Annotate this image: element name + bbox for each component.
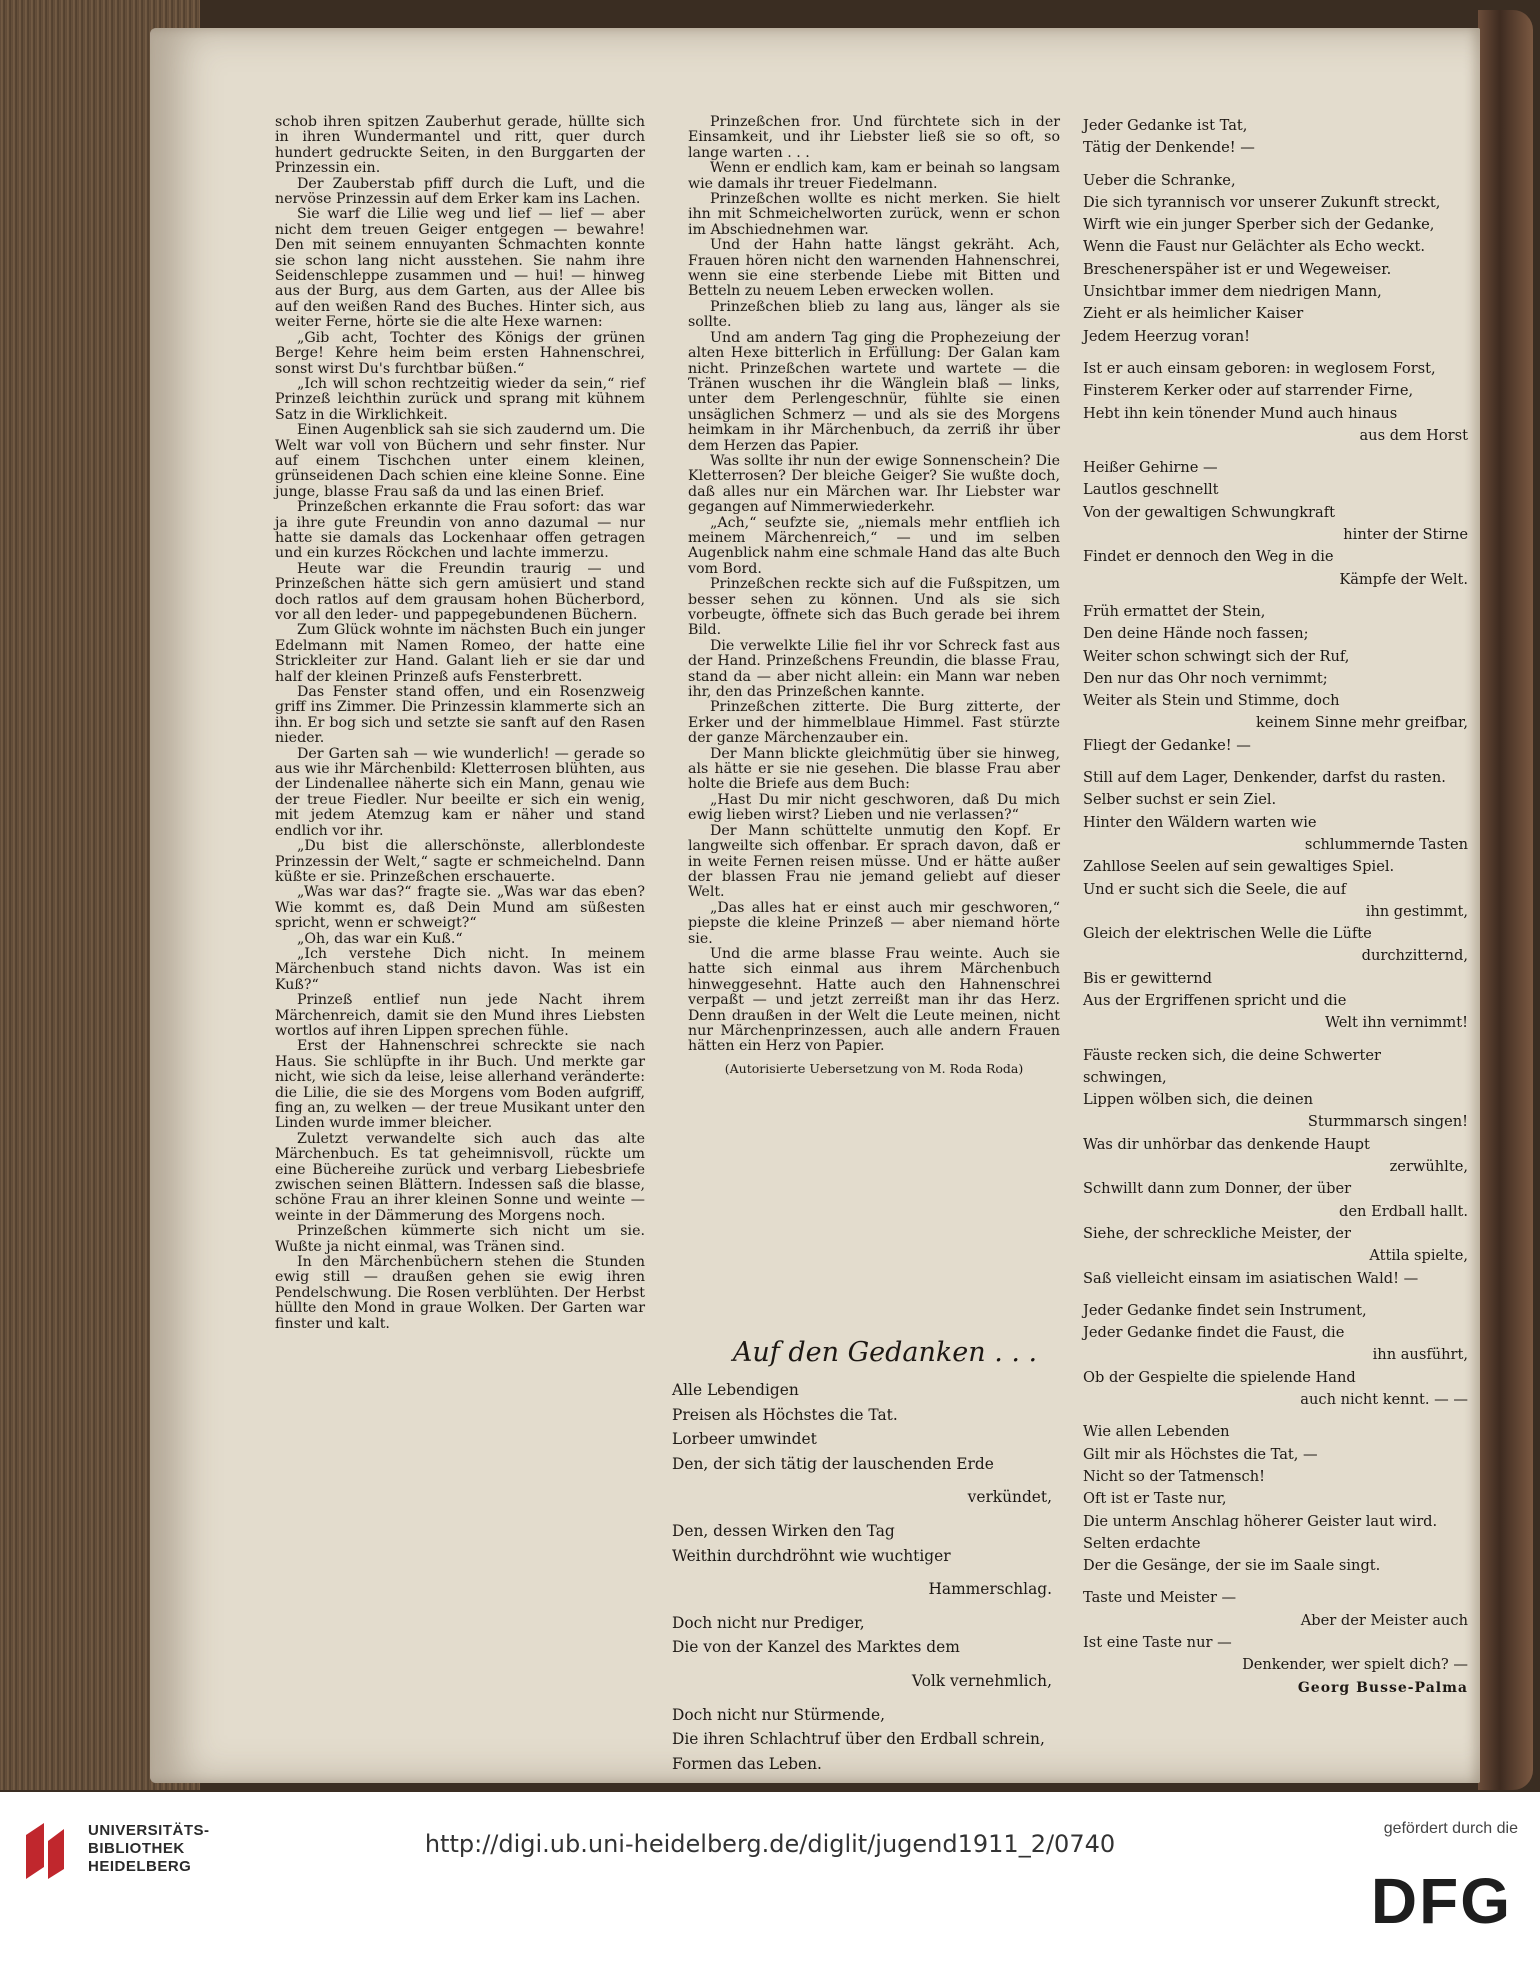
- paragraph: „Ich will schon rechtzeitig wieder da sein,“ rief Prinzeß leichthin zurück und sprang mit kühnem Satz in die Wirklichkeit.: [275, 375, 645, 423]
- stanza: Fliegt der Gedanke! —: [1083, 736, 1251, 754]
- paragraph: Das Fenster stand offen, und ein Rosenzweig griff ins Zimmer. Die Prinzessin klammerte sich an ihn. Er bog sich und setzte sie sanft auf den Rasen nieder.: [275, 684, 645, 747]
- poem-line-right: verkündet,: [967, 1488, 1052, 1507]
- poem-author: Georg Busse-Palma: [1297, 1679, 1468, 1696]
- poem-lines: Doch nicht nur Stürmende, Die ihren Schlachtruf über den Erdball schrein, Formen das Leben.: [672, 1705, 1045, 1773]
- poem-stanzas-left: [672, 1378, 1052, 1785]
- poem-lines: Alle Lebendigen Preisen als Höchstes die Tat. Lorbeer umwindet Den, der sich tätig der lauschenden Erde: [672, 1381, 994, 1473]
- paragraph: Prinzeßchen reckte sich auf die Fußspitzen, um besser sehen zu können. Und als sie sich vorbeugte, öffnete sich das Buch gerade bei ihrem Bild.: [688, 576, 1060, 639]
- paragraph: Der Garten sah — wie wunderlich! — gerade so aus wie ihr Märchenbild: Kletterrosen blühten, aus der Lindenallee näherte sich ein Mann, genau wie der treue Fiedler. Nur beeilte er sich ein wenig, mit jedem Atemzug kam er näher und stand endlich vor ihr.: [275, 745, 645, 839]
- paragraph: „Was war das?“ fragte sie. „Was war das eben? Wie kommt es, daß Dein Mund am süßesten spricht, wenn er schweigt?“: [275, 884, 645, 932]
- stanza: Ist er auch einsam geboren: in weglosem Forst, Finsterem Kerker oder auf starrender Firne, Hebt ihn kein tönender Mund auch hinaus: [1083, 359, 1436, 422]
- translation-note: (Autorisierte Uebersetzung von M. Roda Roda): [724, 1060, 1024, 1076]
- stanza: Findet er dennoch den Weg in die: [1083, 548, 1334, 566]
- stanza: Bis er gewitternd Aus der Ergriffenen spricht und die: [1083, 969, 1347, 1009]
- text-column-2: [688, 115, 1060, 1076]
- stanza: Früh ermattet der Stein, Den deine Hände noch fassen; Weiter schon schwingt sich der Ruf, Den nur das Ohr noch vernimmt; Weiter als Stein und Stimme, doch: [1083, 602, 1350, 710]
- stanza-line-right: Aber der Meister auch: [1300, 1611, 1468, 1629]
- stanza-line-right: Denkender, wer spielt dich? —: [1242, 1656, 1468, 1674]
- paragraph: Die verwelkte Lilie fiel ihr vor Schreck fast aus der Hand. Prinzeßchens Freundin, die blasse Frau, stand da — aber nicht allein: ein Mann war neben ihr, den das Prinzeßchen kannte.: [688, 637, 1060, 701]
- text-column-1: [275, 115, 645, 1332]
- digitization-footer: [0, 1792, 1540, 1961]
- stanza: Jeder Gedanke findet sein Instrument, Jeder Gedanke findet die Faust, die: [1083, 1301, 1367, 1342]
- poem-line-right: Hammerschlag.: [928, 1580, 1052, 1599]
- paragraph: Der Mann blickte gleichmütig über sie hinweg, als hätte er sie nie gesehen. Die blasse Frau aber holte die Briefe aus dem Buch:: [688, 745, 1060, 793]
- stanza: Wie allen Lebenden Gilt mir als Höchstes die Tat, — Nicht so der Tatmensch! Oft ist er Taste nur, Die unterm Anschlag höherer Geister laut wird. Selten erdachte Der die Gesänge, der sie im Saale singt.: [1083, 1423, 1438, 1575]
- stanza: Zahllose Seelen auf sein gewaltiges Spiel. Und er sucht sich die Seele, die auf: [1083, 858, 1395, 898]
- stanza: Was dir unhörbar das denkende Haupt: [1083, 1135, 1370, 1153]
- poem-column-right: [1083, 115, 1468, 1709]
- paragraph: Prinzeßchen erkannte die Frau sofort: das war ja ihre gute Freundin von anno dazumal — nur hatte sie damals das Lockenhaar offen getragen und ein kurzes Röckchen und lachte immerzu.: [275, 499, 645, 562]
- stanza-line-right: auch nicht kennt. — —: [1300, 1391, 1468, 1409]
- book-cover-edge: [1478, 10, 1533, 1790]
- stanza: Siehe, der schreckliche Meister, der: [1083, 1224, 1351, 1242]
- paragraph: Prinzeßchen blieb zu lang aus, länger als sie sollte.: [688, 298, 1060, 331]
- paragraph: „Gib acht, Tochter des Königs der grünen Berge! Kehre heim beim ersten Hahnenschrei, sonst wirst Du's furchtbar büßen.“: [275, 329, 645, 377]
- stanza-line-right: ihn gestimmt,: [1365, 902, 1468, 920]
- paragraph: Was sollte ihr nun der ewige Sonnenschein? Die Kletterrosen? Der bleiche Geiger? Sie wußte doch, daß alles nur ein Märchen war. Ihr Liebster war gegangen auf Nimmerwiederkehr.: [688, 452, 1060, 516]
- stanza-line-right: hinter der Stirne: [1343, 526, 1468, 544]
- paragraph: Und am andern Tag ging die Prophezeiung der alten Hexe bitterlich in Erfüllung: Der Galan kam nicht. Prinzeßchen wartete und wartete — die Tränen wuschen ihr die Wänglein blaß — links, unter dem Perlengeschnür, fühlte sie einen unsäglichen Schmerz — und als sie des Morgens heimkam in ihr Märchenbuch, da zerriß ihr über dem Herzen das Papier.: [688, 329, 1060, 454]
- paragraph: „Du bist die allerschönste, allerblondeste Prinzessin der Welt,“ sagte er schmeichelnd. Dann küßte er sie. Prinzeßchen erschauerte.: [275, 838, 645, 885]
- stanza: Ob der Gespielte die spielende Hand: [1083, 1368, 1356, 1386]
- stanza-line-right: den Erdball hallt.: [1339, 1202, 1468, 1220]
- paragraph: „Hast Du mir nicht geschworen, daß Du mich ewig lieben wirst? Lieben und nie verlassen?“: [688, 791, 1060, 824]
- funding-caption: gefördert durch die: [1383, 1820, 1518, 1837]
- stanza-line-right: ihn ausführt,: [1372, 1346, 1468, 1364]
- paragraph: schob ihren spitzen Zauberhut gerade, hüllte sich in ihren Wundermantel und ritt, quer durch hundert gedruckte Seiten, in den Burggarten der Prinzessin ein.: [275, 114, 645, 177]
- paragraph: „Ich verstehe Dich nicht. In meinem Märchenbuch stand nichts davon. Was ist ein Kuß?“: [275, 945, 645, 993]
- paragraph: Wenn er endlich kam, kam er beinah so langsam wie damals ihr treuer Fiedelmann.: [688, 160, 1060, 192]
- stanza: Fäuste recken sich, die deine Schwerter schwingen, Lippen wölben sich, die deinen: [1083, 1046, 1381, 1109]
- paragraph: Zum Glück wohnte im nächsten Buch ein junger Edelmann mit Namen Romeo, der hatte eine Strickleiter zur Hand. Galant lieh er sie dar und half der kleinen Prinzeß aufs Fensterbrett.: [275, 622, 645, 685]
- paragraph: Prinzeßchen kümmerte sich nicht um sie. Wußte ja nicht einmal, was Tränen sind.: [275, 1223, 645, 1255]
- stanza: Jeder Gedanke ist Tat, Tätig der Denkende! —: [1083, 117, 1255, 157]
- stanza-line-right: Kämpfe der Welt.: [1339, 570, 1468, 588]
- stanza-line-right: zerwühlte,: [1389, 1158, 1468, 1176]
- stanza: Ueber die Schranke, Die sich tyrannisch vor unserer Zukunft streckt, Wirft wie ein junger Sperber sich der Gedanke, Wenn die Faust nur Gelächter als Echo weckt. Breschenerspäher ist er und Wegeweiser. Unsichtbar immer dem niedrigen Mann, Zieht er als heimlicher Kaiser Jedem Heerzug voran!: [1083, 171, 1441, 345]
- stanza-line-right: Welt ihn vernimmt!: [1324, 1014, 1468, 1032]
- stanza: Schwillt dann zum Donner, der über: [1083, 1180, 1352, 1198]
- library-name-line: HEIDELBERG: [88, 1858, 192, 1875]
- library-name-line: BIBLIOTHEK: [88, 1840, 185, 1857]
- paragraph: Erst der Hahnenschrei schreckte sie nach Haus. Sie schlüpfte in ihr Buch. Und merkte gar nicht, wie sich da leise, leise allerhand veränderte: die Lilie, die sie des Morgens vom Boden aufgriff, fing an, zu welken — der treue Musikant unter den Linden wurde immer bleicher.: [275, 1038, 645, 1132]
- poem-lines: Den, dessen Wirken den Tag Weithin durchdröhnt wie wuchtiger: [672, 1521, 951, 1565]
- paragraph: Prinzeßchen zitterte. Die Burg zitterte, der Erker und der himmelblaue Himmel. Fast stürzte der ganze Märchenzauber ein.: [688, 699, 1060, 747]
- paragraph: In den Märchenbüchern stehen die Stunden ewig still — draußen gehen sie ewig ihren Pendelschwung. Die Rosen verblühten. Der Herbst hüllte den Mond in graue Wolken. Der Garten war finster und kalt.: [275, 1254, 645, 1332]
- stanza: Ist eine Taste nur —: [1083, 1634, 1232, 1651]
- paragraph: Heute war die Freundin traurig — und Prinzeßchen hätte sich gern amüsiert und stand doch ratlos auf dem grausam hohen Bücherbord, vor all den leder- und pappegebundenen Büchern.: [275, 560, 645, 623]
- paragraph: „Oh, das war ein Kuß.“: [297, 930, 463, 947]
- paragraph: „Das alles hat er einst auch mir geschworen,“ piepste die kleine Prinzeß — aber niemand hörte sie.: [688, 899, 1060, 947]
- paragraph: Der Zauberstab pfiff durch die Luft, und die nervöse Prinzessin auf dem Erker kam ins Lachen.: [275, 175, 645, 208]
- stanza-line-right: keinem Sinne mehr greifbar,: [1256, 714, 1468, 732]
- paragraph: Einen Augenblick sah sie sich zaudernd um. Die Welt war voll von Büchern und sehr finster. Nur auf einem Tischchen unter einem kleinen, grünseidenen Dach schien eine kleine Sonne. Eine junge, blasse Frau saß da und las einen Brief.: [275, 422, 645, 500]
- paragraph: Und der Hahn hatte längst gekräht. Ach, Frauen hören nicht den warnenden Hahnenschrei, wenn sie eine sterbende Liebe mit Bitten und Betteln zu neuem Leben erwecken wollen.: [688, 237, 1060, 300]
- paragraph: Prinzeßchen wollte es nicht merken. Sie hielt ihn mit Schmeichelworten zurück, wenn er schon im Abschiednehmen war.: [688, 191, 1060, 238]
- stanza: Gleich der elektrischen Welle die Lüfte: [1083, 925, 1372, 943]
- paragraph: Zuletzt verwandelte sich auch das alte Märchenbuch. Es tat geheimnisvoll, rückte um eine Büchereihe zurück und verbarg Liebesbriefe zwischen seinen Blättern. Indessen saß die blasse, schöne Frau an ihrer kleinen Sonne und weinte — weinte in der Dämmerung des Morgens noch.: [275, 1130, 645, 1224]
- stanza-line-right: durchzitternd,: [1361, 947, 1468, 965]
- paragraph: Sie warf die Lilie weg und lief — lief — aber nicht dem treuen Geiger entgegen — bewahre! Den mit seinem ennuyanten Schmachten konnte sie schon lang nicht ausstehen. Sie nahm ihre Seidenschleppe zusammen und — hui! — hinweg aus der Burg, aus dem Garten, aus der Allee bis auf den weißen Rand des Buches. Hinter sich, aus weiter Ferne, hörte sie die alte Hexe warnen:: [275, 206, 645, 331]
- poem-line-right: Volk vernehmlich,: [911, 1671, 1052, 1690]
- stanza: Saß vielleicht einsam im asiatischen Wald! —: [1083, 1269, 1419, 1287]
- poem-lines: Doch nicht nur Prediger, Die von der Kanzel des Marktes dem: [672, 1613, 960, 1657]
- stanza: Taste und Meister —: [1083, 1589, 1237, 1607]
- library-name-line: UNIVERSITÄTS-: [88, 1822, 210, 1839]
- dfg-logo: DFG: [1370, 1865, 1512, 1937]
- stanza: Still auf dem Lager, Denkender, darfst du rasten. Selber suchst er sein Ziel. Hinter den Wäldern warten wie: [1083, 769, 1446, 831]
- paragraph: Der Mann schüttelte unmutig den Kopf. Er langweilte sich offenbar. Er sprach davon, daß er in weite Fernen reisen müsse. Und er hätte außer der blassen Frau nie jemand geliebt auf dieser Welt.: [688, 822, 1060, 901]
- stanza-line-right: schlummernde Tasten: [1304, 835, 1468, 853]
- permalink-url[interactable]: http://digi.ub.uni-heidelberg.de/diglit/jugend1911_2/0740: [424, 1830, 1116, 1858]
- paragraph: Prinzeß entlief nun jede Nacht ihrem Märchenreich, damit sie den Mund ihres Liebsten wortlos auf ihren Lippen sprechen fühle.: [275, 992, 645, 1039]
- paragraph: Und die arme blasse Frau weinte. Auch sie hatte sich einmal aus ihrem Märchenbuch hinweggesehnt. Hatte auch den Hahnenschrei verpaßt — und jetzt zerreißt man ihr das Herz. Denn draußen in der Welt die Leute meinen, nicht nur Märchenprinzessen, auch alle andern Frauen hätten ein Herz von Papier.: [688, 945, 1060, 1055]
- paragraph: Prinzeßchen fror. Und fürchtete sich in der Einsamkeit, und ihr Liebster ließ sie so oft, so lange warten . . .: [688, 114, 1060, 161]
- poem-title: Auf den Gedanken . . .: [732, 1337, 1038, 1368]
- stanza-line-right: Attila spielte,: [1369, 1247, 1468, 1265]
- stanza: Heißer Gehirne — Lautlos geschnellt Von der gewaltigen Schwungkraft: [1083, 459, 1335, 521]
- stanza-line-right: Sturmmarsch singen!: [1307, 1113, 1468, 1131]
- stanza-line-right: aus dem Horst: [1359, 426, 1468, 444]
- paragraph: „Ach,“ seufzte sie, „niemals mehr entflieh ich meinem Märchenreich,“ — und im selben Augenblick nahm eine schmale Hand das alte Buch vom Bord.: [688, 514, 1060, 577]
